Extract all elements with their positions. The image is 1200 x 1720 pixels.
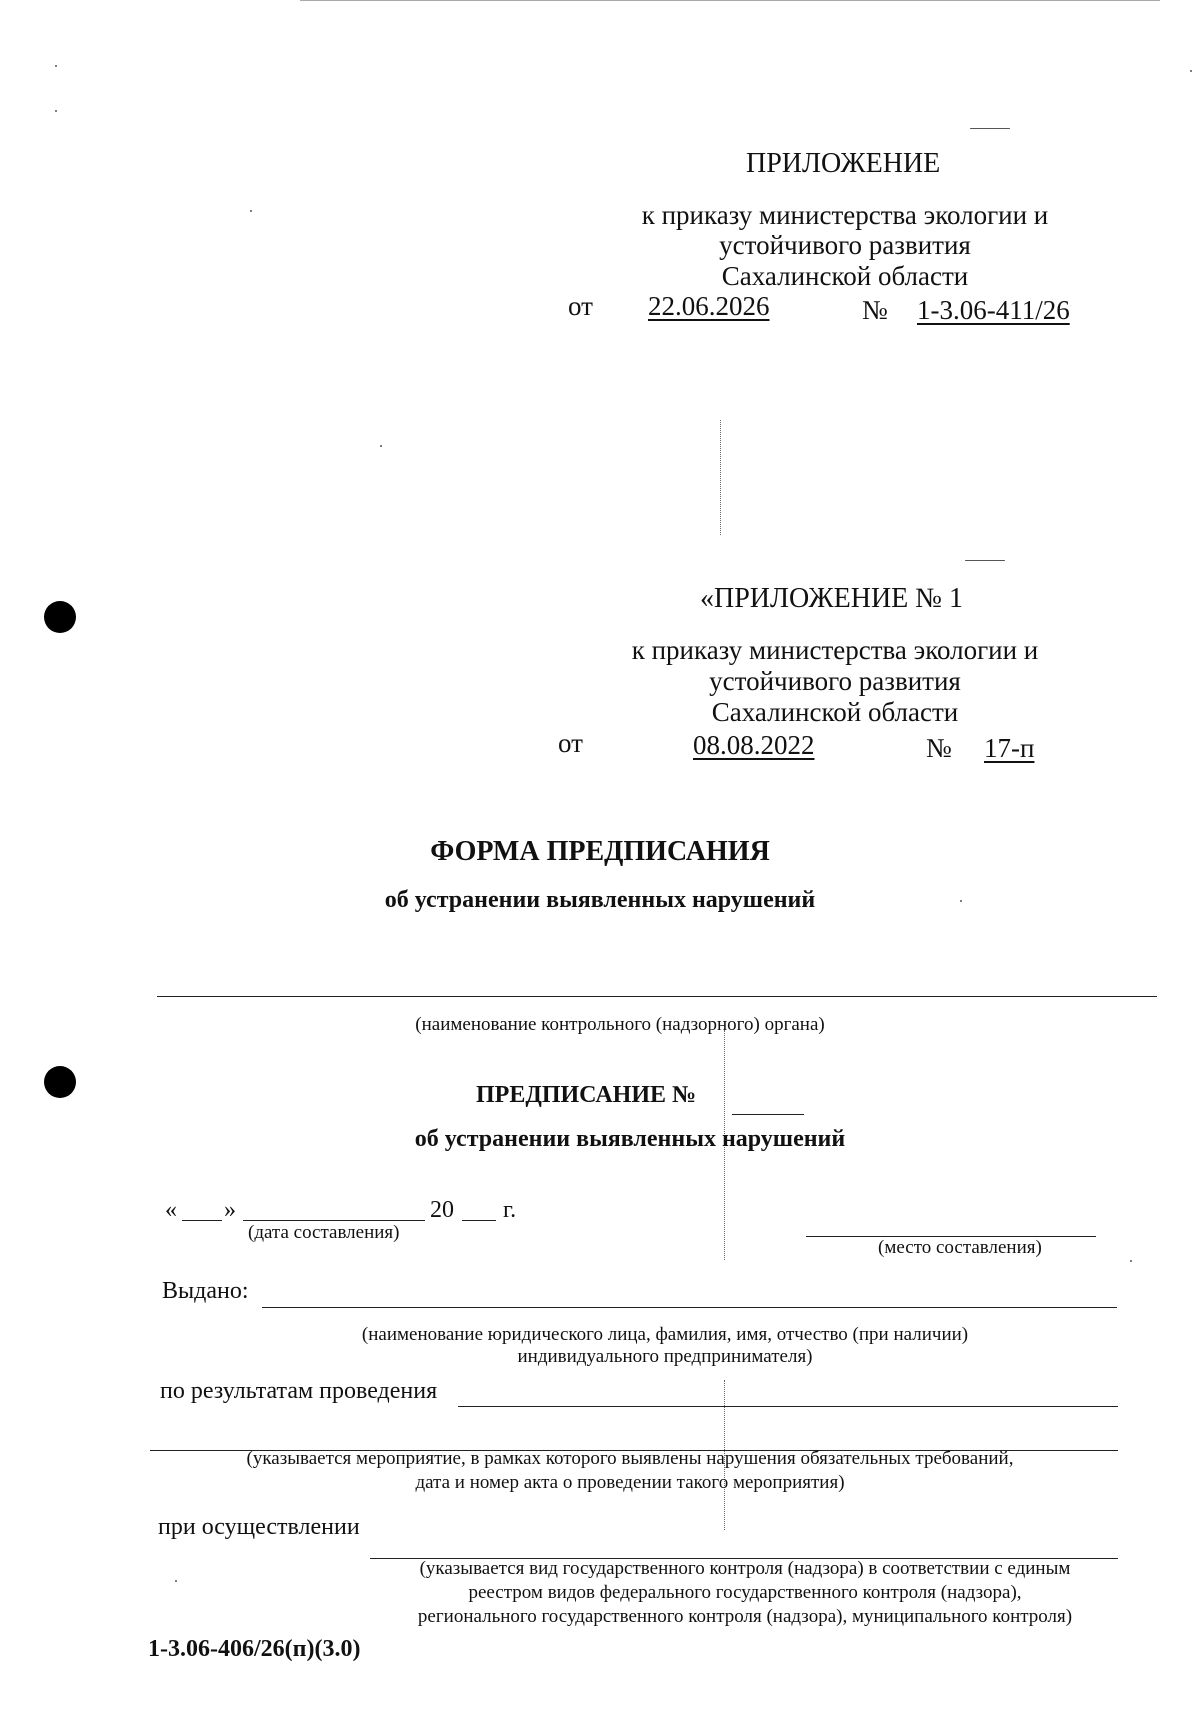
order-title: ПРЕДПИСАНИЕ № <box>476 1082 697 1108</box>
scan-edge-line <box>300 0 1160 1</box>
appendix-line-1: к приказу министерства экологии и <box>641 200 1049 230</box>
scan-speck <box>55 110 57 112</box>
results-field-line <box>458 1406 1118 1407</box>
date-close-quote: » <box>224 1197 236 1223</box>
appendix-heading: ПРИЛОЖЕНИЕ <box>746 148 941 179</box>
day-field-line <box>182 1220 222 1221</box>
place-caption: (место составления) <box>878 1237 1042 1258</box>
original-appendix-line-2: устойчивого развития <box>709 666 961 696</box>
authority-field-line <box>157 996 1157 997</box>
scan-speck <box>970 128 1010 129</box>
order-number-field-line <box>732 1114 804 1115</box>
exercise-label: при осуществлении <box>158 1514 360 1540</box>
scan-speck <box>1130 1260 1132 1262</box>
results-label: по результатам проведения <box>160 1378 438 1404</box>
authority-caption: (наименование контрольного (надзорного) органа) <box>415 1014 825 1035</box>
issued-field-line <box>262 1307 1117 1308</box>
appendix-number-label: № <box>862 295 888 325</box>
original-appendix-number: 17-п <box>984 733 1035 763</box>
original-appendix-line-1: к приказу министерства экологии и <box>631 635 1039 665</box>
scan-speck <box>380 445 382 447</box>
month-field-line <box>243 1220 425 1221</box>
results-caption-1: (указывается мероприятие, в рамках которого выявлены нарушения обязательных требований, <box>246 1448 1014 1469</box>
date-caption: (дата составления) <box>248 1222 400 1243</box>
scan-speck <box>55 65 57 67</box>
punch-hole-bottom <box>44 1066 76 1098</box>
original-appendix-line-3: Сахалинской области <box>711 697 959 727</box>
exercise-caption-1: (указывается вид государственного контроля (надзора) в соответствии с единым <box>419 1558 1071 1579</box>
original-appendix-heading: «ПРИЛОЖЕНИЕ № 1 <box>700 583 963 614</box>
scan-speck <box>175 1580 177 1582</box>
scan-speck <box>965 560 1005 561</box>
year-prefix: 20 <box>430 1197 454 1223</box>
scan-speck <box>1190 70 1192 72</box>
year-suffix: г. <box>503 1197 517 1223</box>
exercise-caption-2: реестром видов федерального государственного контроля (надзора), <box>468 1582 1022 1603</box>
issued-caption-2: индивидуального предпринимателя) <box>517 1346 813 1367</box>
original-appendix-number-label: № <box>926 733 952 763</box>
punch-hole-top <box>44 601 76 633</box>
appendix-line-3: Сахалинской области <box>721 261 969 291</box>
date-open-quote: « <box>165 1197 177 1223</box>
original-appendix-date: 08.08.2022 <box>693 730 815 760</box>
scan-speck <box>960 900 962 902</box>
issued-label: Выдано: <box>162 1278 249 1304</box>
issued-caption-1: (наименование юридического лица, фамилия, имя, отчество (при наличии) <box>361 1324 969 1345</box>
form-title: ФОРМА ПРЕДПИСАНИЯ <box>430 836 770 867</box>
year-field-line <box>462 1220 496 1221</box>
appendix-number: 1-3.06-411/26 <box>917 295 1070 325</box>
form-subtitle: об устранении выявленных нарушений <box>384 887 816 913</box>
scan-speck <box>250 210 252 212</box>
order-subtitle: об устранении выявленных нарушений <box>414 1126 846 1152</box>
fold-mark <box>720 420 721 535</box>
original-appendix-from-label: от <box>558 728 583 758</box>
exercise-caption-3: регионального государственного контроля (надзора), муниципального контроля) <box>417 1606 1073 1627</box>
appendix-from-label: от <box>568 291 593 321</box>
document-code: 1-3.06-406/26(п)(3.0) <box>148 1636 361 1662</box>
appendix-line-2: устойчивого развития <box>719 230 971 260</box>
appendix-date: 22.06.2026 <box>648 291 770 321</box>
results-caption-2: дата и номер акта о проведении такого мероприятия) <box>415 1472 845 1493</box>
